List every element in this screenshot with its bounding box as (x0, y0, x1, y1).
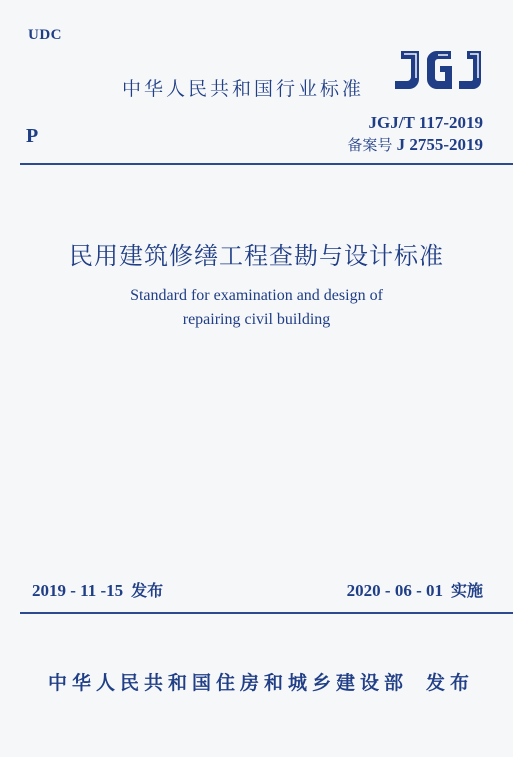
title-english-line2: repairing civil building (182, 311, 331, 328)
filing-label: 备案号 (347, 136, 393, 154)
category-code: P (26, 125, 39, 147)
publisher-name: 中华人民共和国住房和城乡建设部 (48, 672, 409, 694)
issue-date-block (32, 578, 163, 601)
udc-code: UDC (28, 27, 62, 43)
issue-date: 2019 - 11 -15 (32, 581, 124, 600)
jgj-logo (387, 47, 485, 93)
implementation-label: 实施 (450, 581, 483, 600)
publisher-block (48, 668, 474, 695)
implementation-date: 2020 - 06 - 01 (346, 581, 443, 600)
publish-label: 发布 (426, 672, 475, 694)
filing-number-line (347, 134, 483, 156)
bottom-divider (20, 612, 513, 614)
title-chinese: 民用建筑修缮工程查勘与设计标准 (69, 242, 444, 270)
industry-standard-label: 中华人民共和国行业标准 (122, 78, 365, 100)
issue-label: 发布 (131, 581, 164, 600)
filing-number: J 2755-2019 (396, 135, 483, 154)
top-divider (20, 163, 513, 165)
title-english-line1: Standard for examination and design of (130, 287, 383, 304)
title-english (0, 284, 513, 332)
implementation-date-block (347, 578, 483, 601)
standard-number-block (347, 112, 483, 156)
standard-number: JGJ/T 117-2019 (368, 113, 483, 132)
